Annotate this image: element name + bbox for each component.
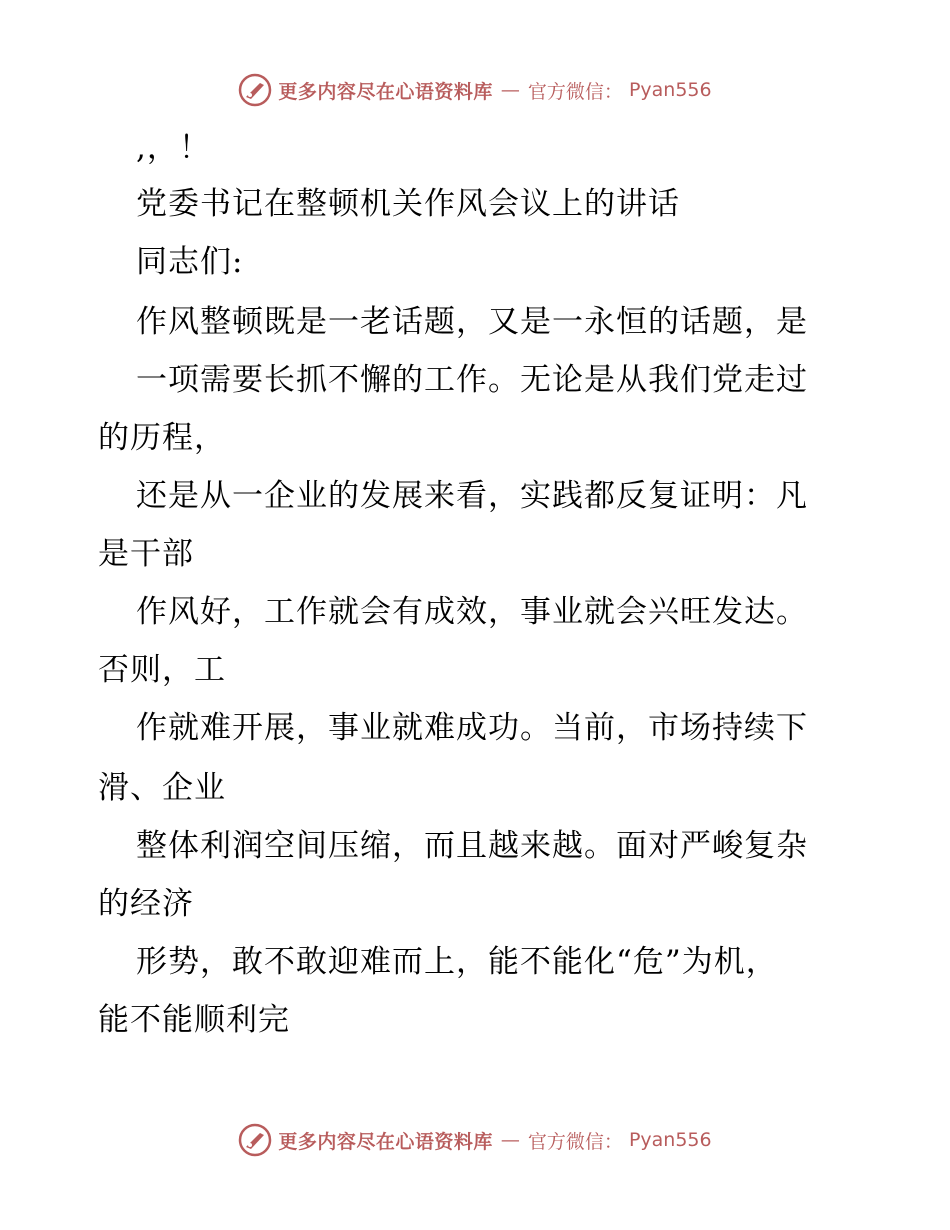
salutation: 同志们: [136,244,244,280]
watermark-label: 官方微信： [527,1130,623,1153]
paragraph-line: 否则，工 [98,652,226,688]
page-footer-watermark [0,1120,950,1160]
watermark-banner [238,1123,711,1157]
watermark-banner [238,73,711,107]
paragraph-line: 的经济 [98,886,194,922]
pen-nib-logo-icon [238,1123,272,1157]
paragraph-line: 是干部 [98,536,194,572]
paragraph-line: 滑、企业 [98,770,226,806]
watermark-brand-text: 更多内容尽在心语资料库 [278,1130,493,1153]
page-header-watermark [0,70,950,110]
watermark-label: 官方微信： [527,80,623,103]
paragraph-line: 形势，敢不敢迎难而上，能不能化“危”为机， [136,944,778,980]
paragraph-line: 一项需要长抓不懈的工作。无论是从我们党走过 [136,362,808,398]
watermark-wechat-id: Pyan556 [628,79,712,101]
pen-nib-logo-icon [238,73,272,107]
paragraph-line: 的历程， [98,420,226,456]
paragraph-line: 作就难开展，事业就难成功。当前，市场持续下 [136,710,808,746]
paragraph-line: 能不能顺利完 [98,1002,290,1038]
watermark-brand-text: 更多内容尽在心语资料库 [278,80,493,103]
document-title: 党委书记在整顿机关作风会议上的讲话 [136,186,680,222]
watermark-dash: — [500,79,520,101]
paragraph-line: 还是从一企业的发展来看，实践都反复证明：凡 [136,478,808,514]
paragraph-line: 作风好，工作就会有成效，事业就会兴旺发达。 [136,594,808,630]
text-line-punctuation: ,，！ [136,130,211,166]
paragraph-line: 整体利润空间压缩，而且越来越。面对严峻复杂 [136,828,808,864]
watermark-dash: — [500,1129,520,1151]
paragraph-line: 作风整顿既是一老话题，又是一永恒的话题，是 [136,304,808,340]
watermark-wechat-id: Pyan556 [628,1129,712,1151]
